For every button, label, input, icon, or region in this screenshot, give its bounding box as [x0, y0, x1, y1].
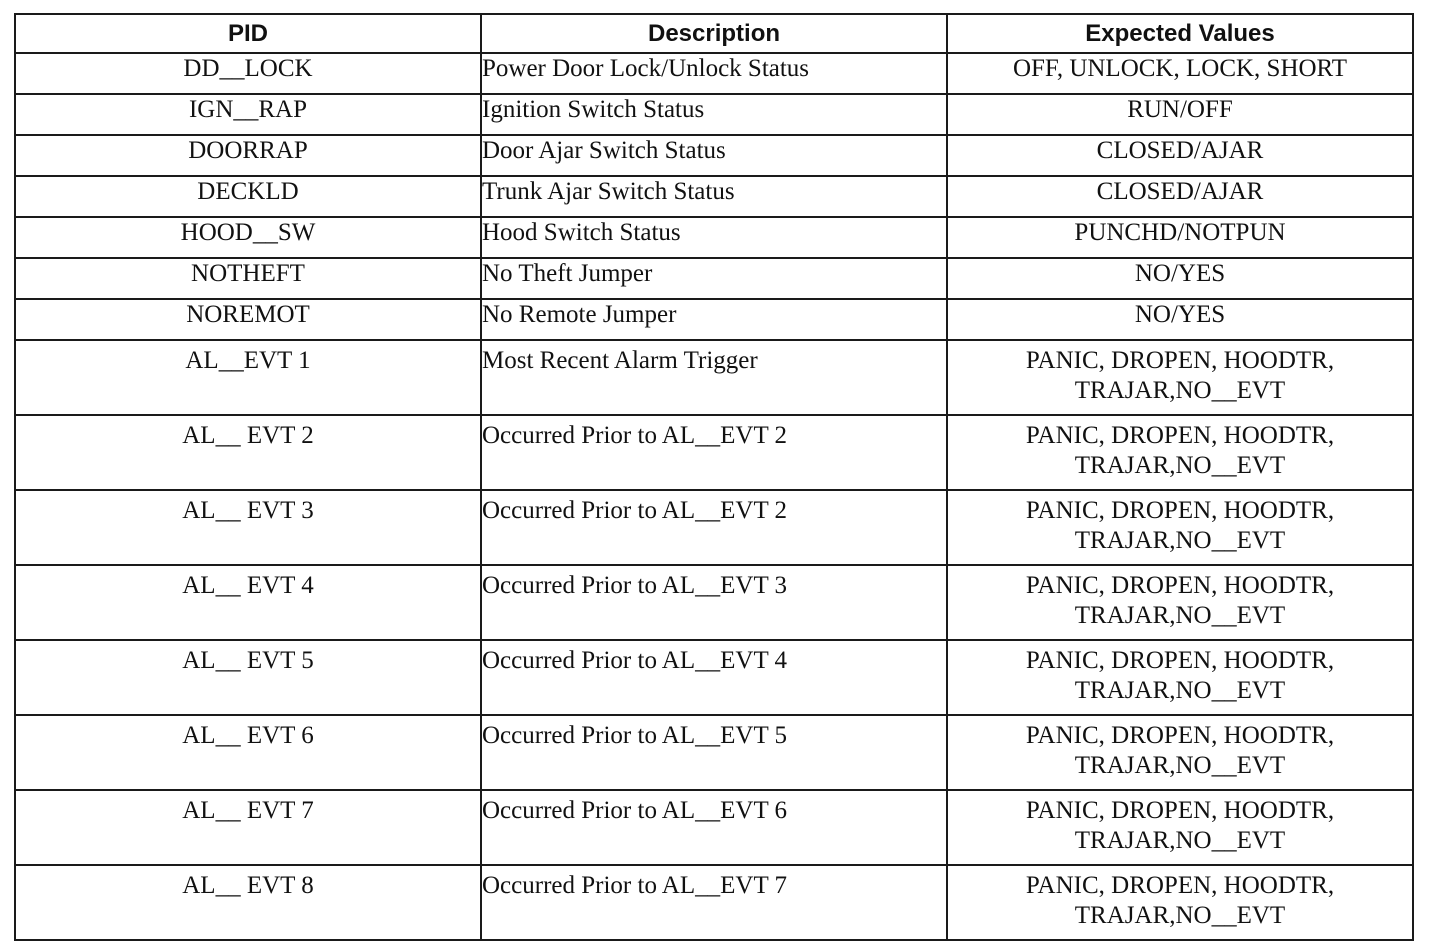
description-cell: Occurred Prior to AL__EVT 2	[481, 415, 947, 490]
description-cell: Ignition Switch Status	[481, 94, 947, 135]
description-cell: Occurred Prior to AL__EVT 2	[481, 490, 947, 565]
expected-values-cell	[947, 258, 1413, 299]
description-cell: Occurred Prior to AL__EVT 5	[481, 715, 947, 790]
expected-values-cell	[947, 490, 1413, 565]
expected-value-line: PANIC, DROPEN, HOODTR,	[1025, 872, 1335, 899]
description-cell: Occurred Prior to AL__EVT 4	[481, 640, 947, 715]
description-cell: Occurred Prior to AL__EVT 7	[481, 865, 947, 940]
expected-values-cell	[947, 53, 1413, 94]
expected-value-line: PANIC, DROPEN, HOODTR,	[1025, 347, 1335, 374]
table-row	[15, 94, 1413, 135]
table-row	[15, 790, 1413, 865]
description-cell: Power Door Lock/Unlock Status	[481, 53, 947, 94]
pid-cell: AL__ EVT 3	[15, 490, 481, 565]
expected-value-line: PANIC, DROPEN, HOODTR,	[1025, 797, 1335, 824]
description-cell: Most Recent Alarm Trigger	[481, 340, 947, 415]
description-cell: Occurred Prior to AL__EVT 6	[481, 790, 947, 865]
table-row	[15, 53, 1413, 94]
description-cell: No Remote Jumper	[481, 299, 947, 340]
expected-values-cell	[947, 865, 1413, 940]
expected-value-line: OFF, UNLOCK, LOCK, SHORT	[1012, 55, 1348, 82]
expected-value-line: PANIC, DROPEN, HOODTR,	[1025, 722, 1335, 749]
expected-values-cell	[947, 94, 1413, 135]
description-cell: Door Ajar Switch Status	[481, 135, 947, 176]
expected-value-line: TRAJAR,NO__EVT	[1074, 527, 1286, 554]
expected-values-cell	[947, 135, 1413, 176]
expected-values-cell	[947, 299, 1413, 340]
pid-cell: AL__ EVT 2	[15, 415, 481, 490]
pid-cell: NOREMOT	[15, 299, 481, 340]
expected-value-line: TRAJAR,NO__EVT	[1074, 602, 1286, 629]
table-row	[15, 415, 1413, 490]
expected-value-line: TRAJAR,NO__EVT	[1074, 902, 1286, 929]
description-cell: Hood Switch Status	[481, 217, 947, 258]
header-pid: PID	[15, 14, 481, 53]
expected-value-line: TRAJAR,NO__EVT	[1074, 827, 1286, 854]
table-row	[15, 217, 1413, 258]
expected-value-line: PANIC, DROPEN, HOODTR,	[1025, 497, 1335, 524]
expected-value-line: NO/YES	[1134, 260, 1226, 287]
description-cell: No Theft Jumper	[481, 258, 947, 299]
expected-values-cell	[947, 640, 1413, 715]
header-description: Description	[481, 14, 947, 53]
expected-values-cell	[947, 176, 1413, 217]
table-row	[15, 176, 1413, 217]
pid-cell: DD__LOCK	[15, 53, 481, 94]
pid-cell: IGN__RAP	[15, 94, 481, 135]
expected-values-cell	[947, 790, 1413, 865]
pid-cell: DECKLD	[15, 176, 481, 217]
description-cell: Trunk Ajar Switch Status	[481, 176, 947, 217]
expected-value-line: CLOSED/AJAR	[1096, 137, 1264, 164]
pid-cell: HOOD__SW	[15, 217, 481, 258]
pid-cell: AL__ EVT 4	[15, 565, 481, 640]
table-row	[15, 340, 1413, 415]
expected-value-line: CLOSED/AJAR	[1096, 178, 1264, 205]
expected-values-cell	[947, 340, 1413, 415]
expected-value-line: TRAJAR,NO__EVT	[1074, 452, 1286, 479]
expected-values-cell	[947, 415, 1413, 490]
pid-cell: AL__EVT 1	[15, 340, 481, 415]
expected-value-line: PANIC, DROPEN, HOODTR,	[1025, 422, 1335, 449]
expected-values-cell	[947, 565, 1413, 640]
pid-cell: NOTHEFT	[15, 258, 481, 299]
expected-value-line: NO/YES	[1134, 301, 1226, 328]
table-header-row	[15, 14, 1413, 53]
expected-value-line: PANIC, DROPEN, HOODTR,	[1025, 572, 1335, 599]
pid-cell: DOORRAP	[15, 135, 481, 176]
pid-cell: AL__ EVT 7	[15, 790, 481, 865]
expected-values-cell	[947, 217, 1413, 258]
description-cell: Occurred Prior to AL__EVT 3	[481, 565, 947, 640]
table-row	[15, 258, 1413, 299]
table-row	[15, 640, 1413, 715]
expected-values-cell	[947, 715, 1413, 790]
table-row	[15, 490, 1413, 565]
table-body	[15, 53, 1413, 940]
table-row	[15, 299, 1413, 340]
table-row	[15, 135, 1413, 176]
expected-value-line: PANIC, DROPEN, HOODTR,	[1025, 647, 1335, 674]
expected-value-line: RUN/OFF	[1127, 96, 1233, 123]
table-row	[15, 565, 1413, 640]
expected-value-line: TRAJAR,NO__EVT	[1074, 677, 1286, 704]
pid-cell: AL__ EVT 6	[15, 715, 481, 790]
header-expected-values: Expected Values	[947, 14, 1413, 53]
pid-table	[14, 13, 1414, 941]
expected-value-line: TRAJAR,NO__EVT	[1074, 377, 1286, 404]
table-row	[15, 715, 1413, 790]
table-row	[15, 865, 1413, 940]
pid-cell: AL__ EVT 5	[15, 640, 481, 715]
expected-value-line: TRAJAR,NO__EVT	[1074, 752, 1286, 779]
pid-cell: AL__ EVT 8	[15, 865, 481, 940]
expected-value-line: PUNCHD/NOTPUN	[1074, 219, 1286, 246]
